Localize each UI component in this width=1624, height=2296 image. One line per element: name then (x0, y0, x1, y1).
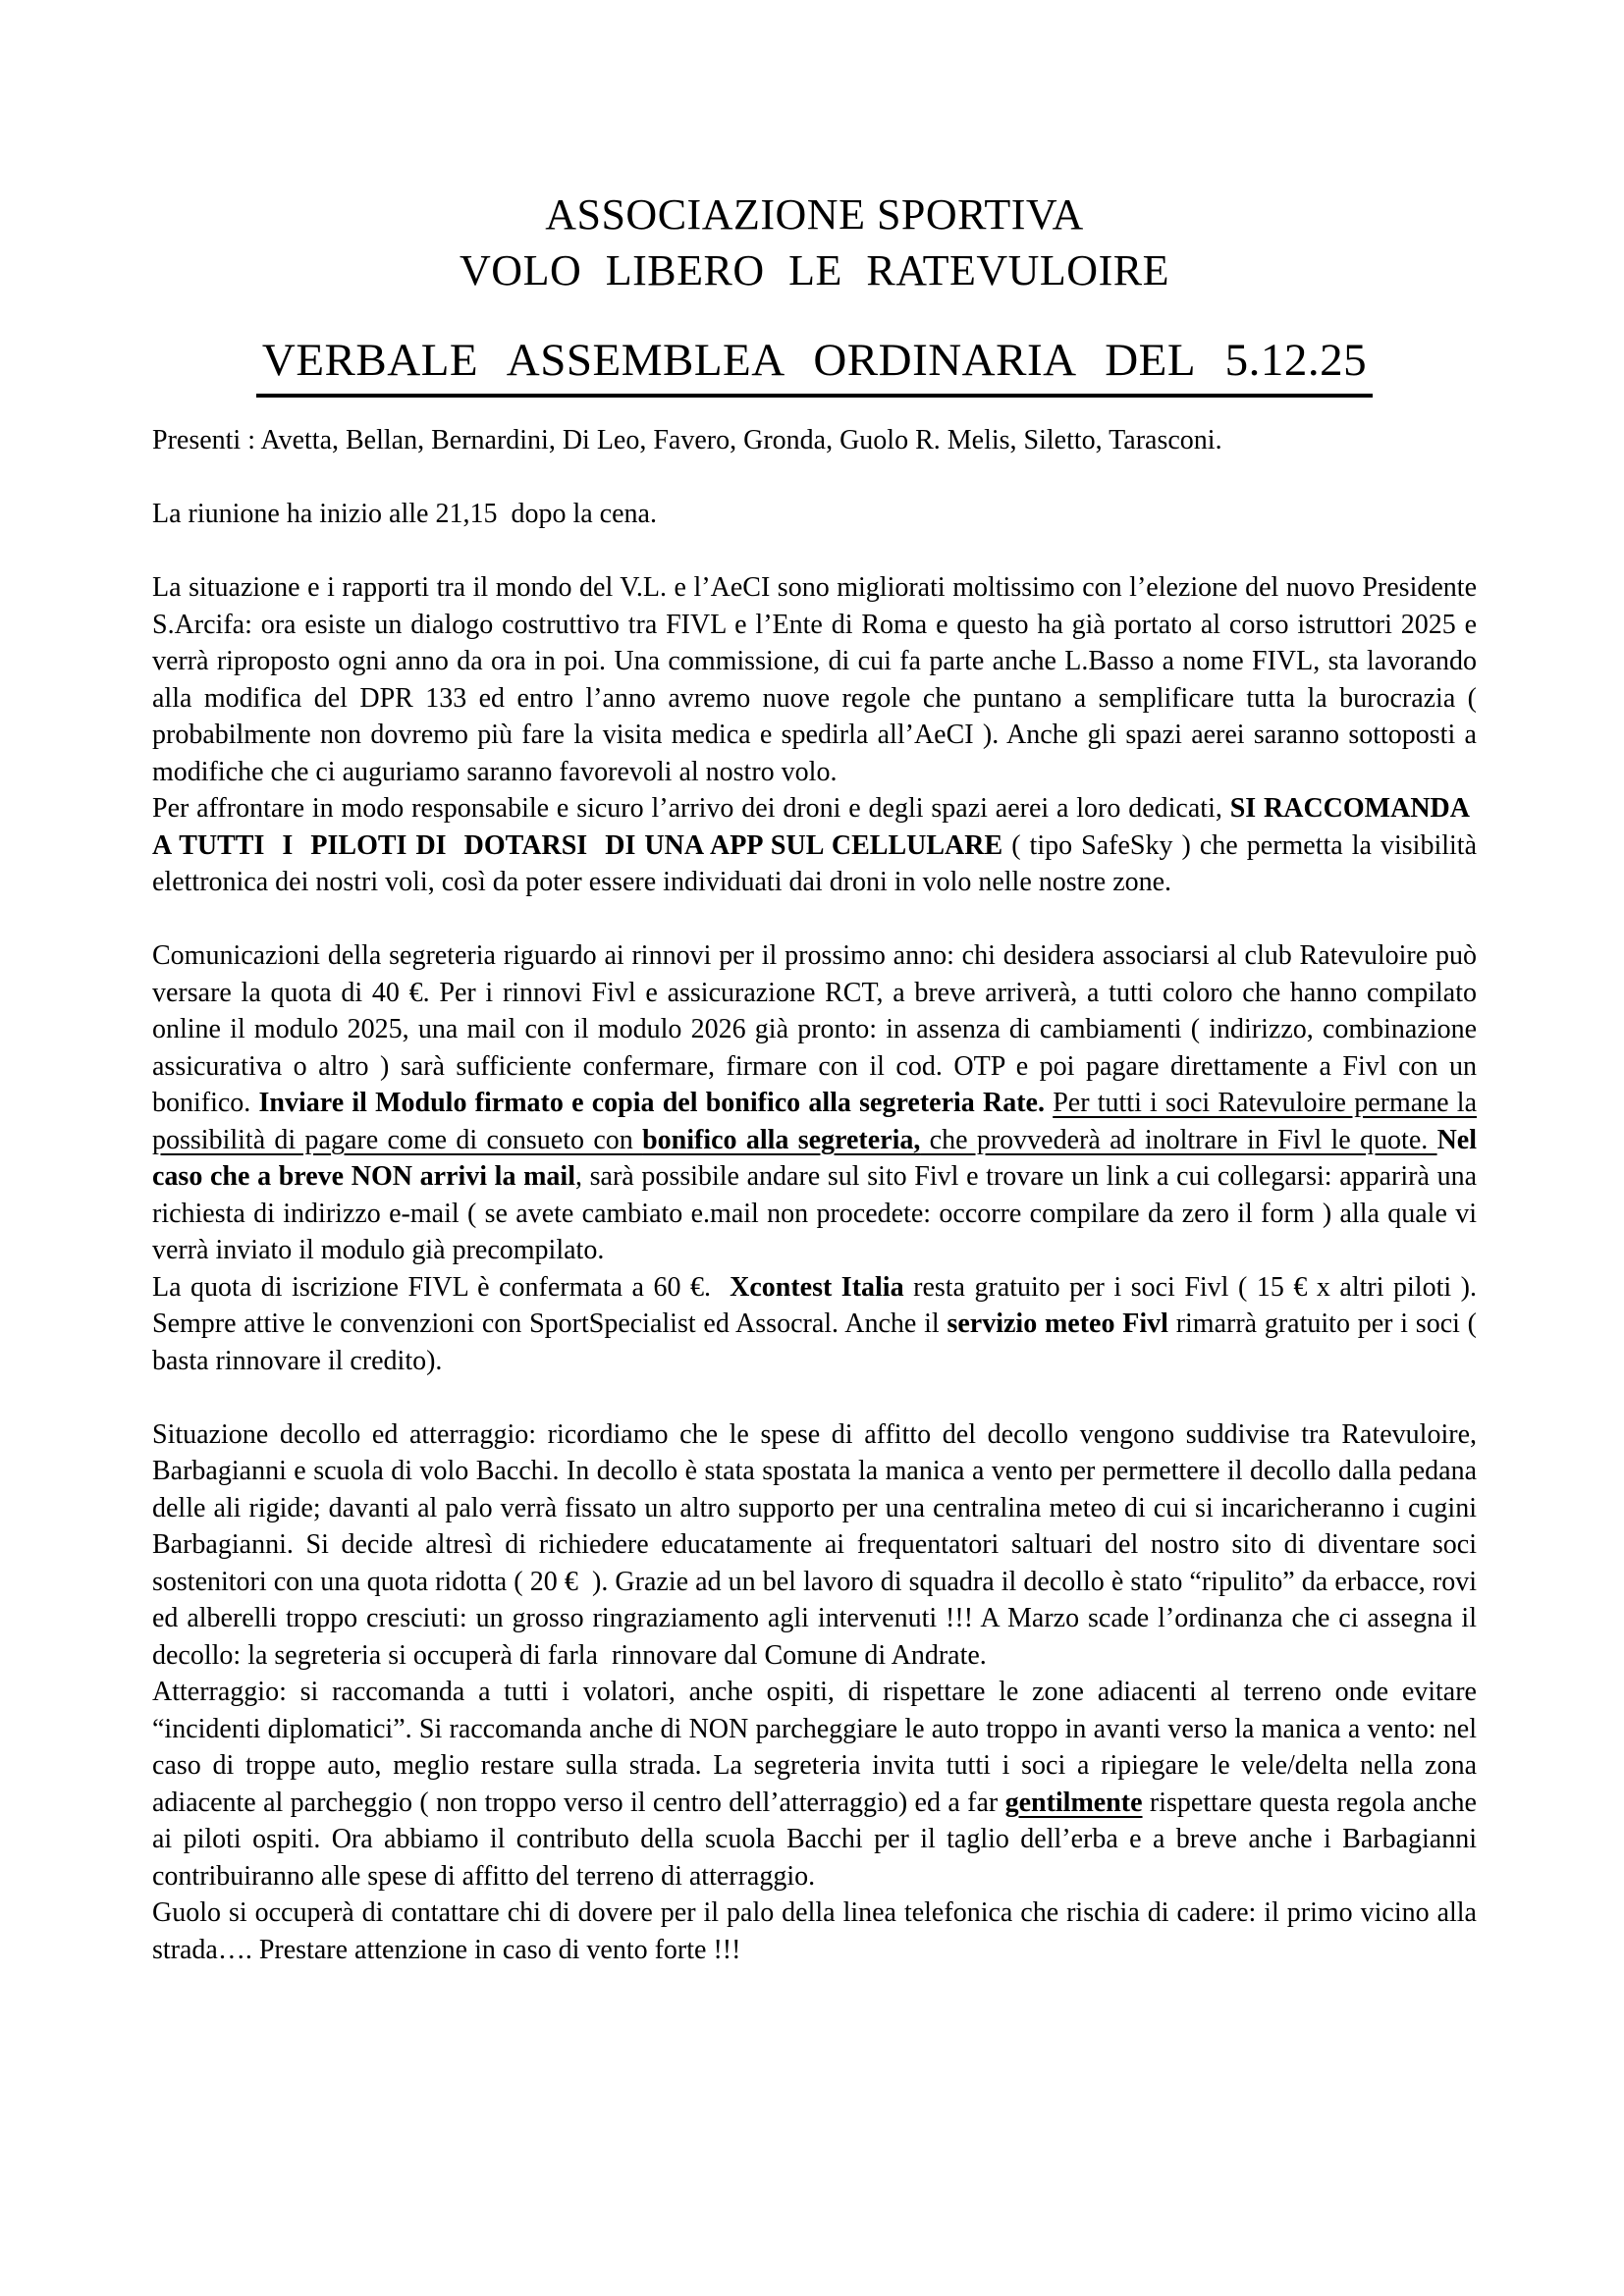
document-header (152, 187, 1477, 398)
blank-line (152, 459, 1477, 497)
text-run: rimarrà gratuito per i soci ( basta rinnovare il credito). (152, 1308, 1478, 1376)
text-run: SI RACCOMANDA A TUTTI I PILOTI DI DOTARSI DI UNA APP SUL CELLULARE (152, 793, 1477, 861)
minutes-heading-text: VERBALE ASSEMBLEA ORDINARIA DEL 5.12.25 (256, 334, 1373, 398)
blank-line (152, 901, 1477, 938)
text-run: Comunicazioni della segreteria riguardo ai rinnovi per il prossimo anno: chi desidera associarsi al club Ratevuloire può versare la quota di 40 €. Per i rinnovi Fivl e assicurazione RCT, a breve arriverà, a tutti coloro che hanno compilato online il modulo 2025, una mail con il modulo 2026 già pronto: in assenza di cambiamenti ( indirizzo, combinazione assicurativa o altro ) sarà sufficiente confermare, firmare con il cod. OTP e poi pagare direttamente a Fivl con un bonifico. (152, 940, 1477, 1118)
paragraph-situazione-fivl (152, 569, 1477, 790)
paragraph-comunicazioni-segreteria (152, 937, 1477, 1269)
paragraph-droni-app (152, 790, 1477, 901)
text-run: servizio meteo Fivl (947, 1308, 1168, 1339)
paragraph-inizio-riunione (152, 496, 1477, 533)
text-run: Xcontest Italia (730, 1271, 904, 1303)
paragraph-quota-iscrizione (152, 1269, 1477, 1380)
title-line-2: VOLO LIBERO LE RATEVULOIRE (460, 246, 1169, 294)
text-run: La quota di iscrizione FIVL è confermata a 60 €. (152, 1271, 731, 1303)
text-run: Inviare il Modulo firmato e copia del bonifico alla segreteria Rate. (258, 1088, 1054, 1118)
blank-line (152, 1379, 1477, 1416)
paragraph-palo-telefonico (152, 1895, 1477, 1968)
text-run: rispettare questa regola anche ai piloti ospiti. Ora abbiamo il contributo della scuola Bacchi per il taglio dell’erba e a breve anche i Barbagianni contribuiranno alle spese di affitto del terreno di atterraggio. (152, 1787, 1477, 1892)
paragraph-presenti (152, 422, 1477, 459)
blank-line (152, 533, 1477, 570)
text-run: Nel caso che a breve NON arrivi la mail (152, 1124, 1477, 1192)
text-run: bonifico alla segreteria, (642, 1124, 921, 1155)
association-title (152, 187, 1477, 298)
paragraph-atterraggio (152, 1674, 1477, 1895)
text-run: che provvederà ad inoltrare in Fivl le quote. (920, 1124, 1437, 1155)
paragraph-situazione-decollo (152, 1416, 1477, 1675)
text-run: Presenti : Avetta, Bellan, Bernardini, Di Leo, Favero, Gronda, Guolo R. Melis, Siletto, Tarasconi. (152, 425, 1222, 455)
text-run: Situazione decollo ed atterraggio: ricordiamo che le spese di affitto del decollo vengono suddivise tra Ratevuloire, Barbagianni e scuola di volo Bacchi. In decollo è stata spostata la manica a vento per permettere il decollo dalla pedana delle ali rigide; davanti al palo verrà fissato un altro supporto per una centralina meteo di cui si incaricheranno i cugini Barbagianni. Si decide altresì di richiedere educatamente ai frequentatori saltuari del nostro sito di diventare soci sostenitori con una quota ridotta ( 20 € ). Grazie ad un bel lavoro di squadra il decollo è stato “ripulito” da erbacce, rovi ed alberelli troppo cresciuti: un grosso ringraziamento agli intervenuti !!! A Marzo scade l’ordinanza che ci assegna il decollo: la segreteria si occuperà di farla rinnovare dal Comune di Andrate. (152, 1418, 1477, 1671)
text-run: gentilmente (1004, 1787, 1143, 1818)
text-run: , sarà possibile andare sul sito Fivl e trovare un link a cui collegarsi: apparirà una richiesta di indirizzo e-mail ( se avete cambiato e.mail non procedete: occorre compilare da zero il form ) alla quale vi verrà inviato il modulo già precompilato. (152, 1161, 1478, 1265)
title-line-1: ASSOCIAZIONE SPORTIVA (545, 190, 1084, 239)
text-run: Per tutti i soci Ratevuloire permane la possibilità di pagare come di consueto con (152, 1088, 1478, 1155)
text-run: Guolo si occuperà di contattare chi di dovere per il palo della linea telefonica che rischia di cadere: il primo vicino alla strada…. Prestare attenzione in caso di vento forte !!! (152, 1897, 1477, 1965)
text-run: ( tipo SafeSky ) che permetta la visibilità elettronica dei nostri voli, così da poter essere individuati dai droni in volo nelle nostre zone. (152, 829, 1477, 897)
text-run: La riunione ha inizio alle 21,15 dopo la cena. (152, 499, 657, 529)
minutes-heading (152, 334, 1477, 398)
text-run: resta gratuito per i soci Fivl ( 15 € x altri piloti ). Sempre attive le convenzioni con SportSpecialist ed Assocral. Anche il (152, 1271, 1477, 1339)
document-body (152, 422, 1477, 1968)
text-run: La situazione e i rapporti tra il mondo del V.L. e l’AeCI sono migliorati moltissimo con l’elezione del nuovo Presidente S.Arcifa: ora esiste un dialogo costruttivo tra FIVL e l’Ente di Roma e questo ha già portato al corso istruttori 2025 e verrà riproposto ogni anno da ora in poi. Una commissione, di cui fa parte anche L.Basso a nome FIVL, sta lavorando alla modifica del DPR 133 ed entro l’anno avremo nuove regole che puntano a semplificare tutta la burocrazia ( probabilmente non dovremo più fare la visita medica e spedirla all’AeCI ). Anche gli spazi aerei saranno sottoposti a modifiche che ci auguriamo saranno favorevoli al nostro volo. (152, 572, 1477, 787)
text-run: Atterraggio: si raccomanda a tutti i volatori, anche ospiti, di rispettare le zone adiacenti al terreno onde evitare “incidenti diplomatici”. Si raccomanda anche di NON parcheggiare le auto troppo in avanti verso la manica a vento: nel caso di troppe auto, meglio restare sulla strada. La segreteria invita tutti i soci a ripiegare le vele/delta nella zona adiacente al parcheggio ( non troppo verso il centro dell’atterraggio) ed a far (152, 1677, 1477, 1818)
text-run: Per affrontare in modo responsabile e sicuro l’arrivo dei droni e degli spazi aerei a loro dedicati, (152, 793, 1230, 824)
